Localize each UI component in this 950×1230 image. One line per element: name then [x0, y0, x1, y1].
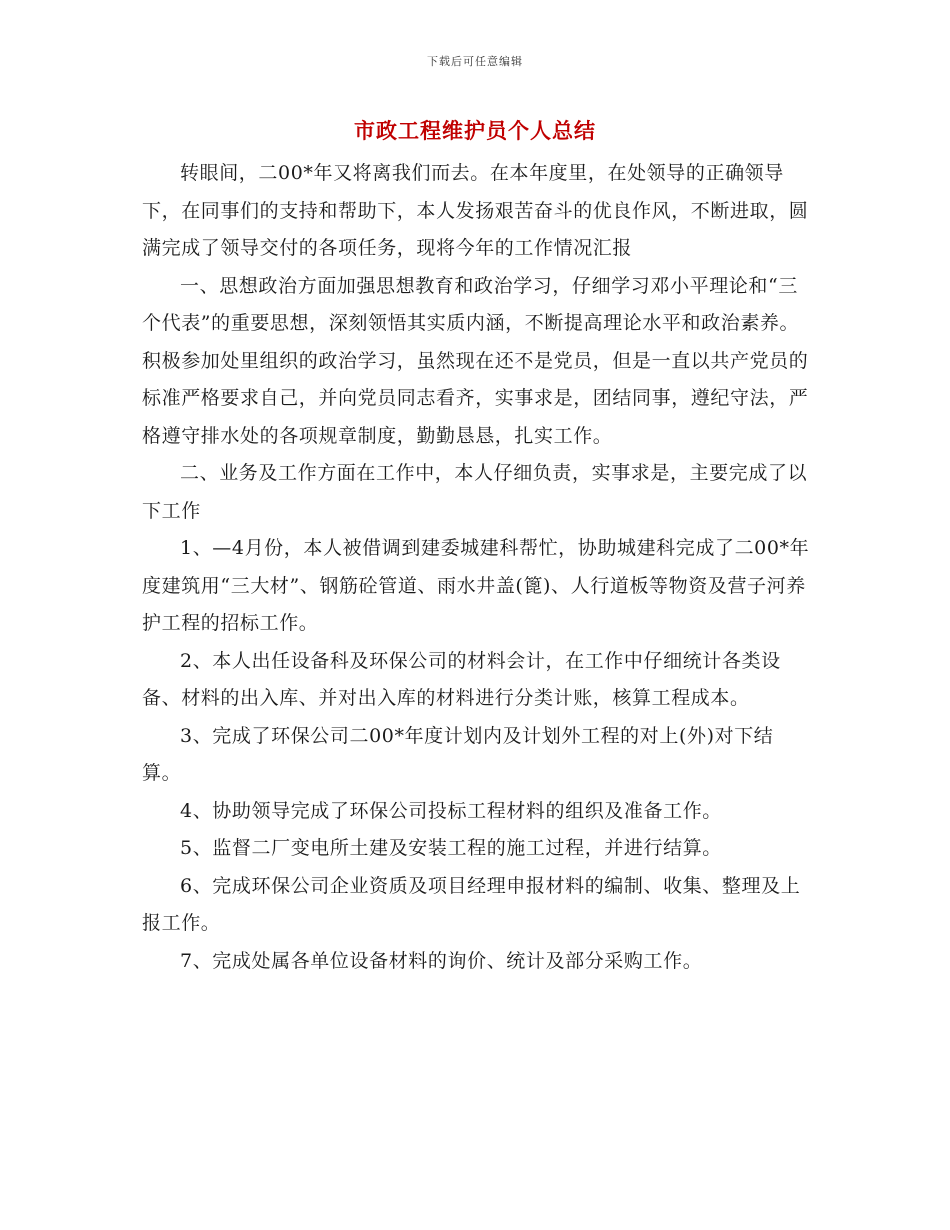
intro-paragraph: 转眼间，二00*年又将离我们而去。在本年度里，在处领导的正确领导下，在同事们的支持和帮助下，本人发扬艰苦奋斗的优良作风，不断进取，圆满完成了领导交付的各项任务，现将今年的工作情况汇报	[142, 162, 809, 259]
document-title: 市政工程维护员个人总结	[354, 118, 596, 143]
work-item-5: 5、监督二厂变电所土建及安装工程的施工过程，并进行结算。	[180, 837, 722, 859]
document-body	[142, 155, 812, 980]
work-item-1: 1、—4月份，本人被借调到建委城建科帮忙，协助城建科完成了二00*年度建筑用“三大材”、钢筋砼管道、雨水井盖(篦)、人行道板等物资及营子河养护工程的招标工作。	[142, 537, 810, 634]
page-header: 下载后可任意编辑	[427, 55, 523, 68]
work-item-2: 2、本人出任设备科及环保公司的材料会计，在工作中仔细统计各类设备、材料的出入库、并对出入库的材料进行分类计账，核算工程成本。	[142, 649, 781, 709]
work-item-6: 6、完成环保公司企业资质及项目经理申报材料的编制、收集、整理及上报工作。	[142, 874, 801, 934]
work-item-7: 7、完成处属各单位设备材料的询价、统计及部分采购工作。	[180, 949, 703, 972]
section-business-paragraph: 二、业务及工作方面在工作中，本人仔细负责，实事求是，主要完成了以下工作	[142, 462, 808, 522]
work-item-4: 4、协助领导完成了环保公司投标工程材料的组织及准备工作。	[180, 799, 722, 822]
work-item-3: 3、完成了环保公司二00*年度计划内及计划外工程的对上(外)对下结算。	[142, 724, 774, 784]
section-political-paragraph: 一、思想政治方面加强思想教育和政治学习，仔细学习邓小平理论和“三个代表”的重要思想，深刻领悟其实质内涵，不断提高理论水平和政治素养。积极参加处里组织的政治学习，虽然现在还不是党员，但是一直以共产党员的标准严格要求自己，并向党员同志看齐，实事求是，团结同事，遵纪守法，严格遵守排水处的各项规章制度，勤勤恳恳，扎实工作。	[142, 274, 809, 447]
